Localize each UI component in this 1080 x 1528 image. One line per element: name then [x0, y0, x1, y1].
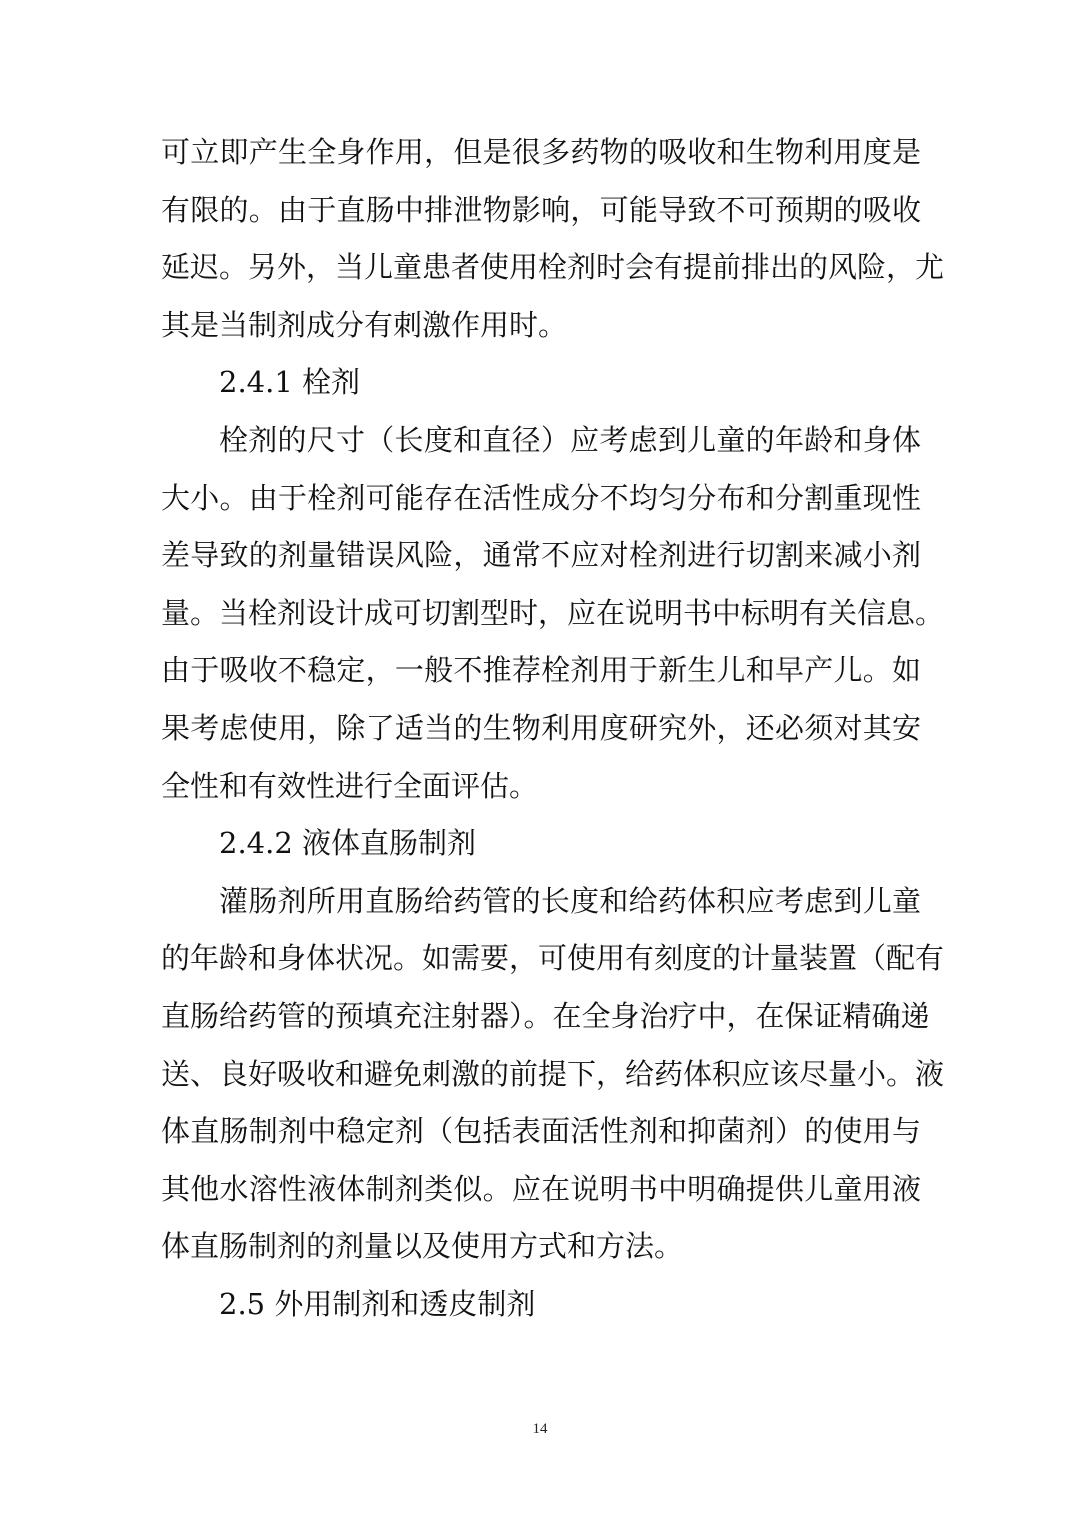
text-line: 全性和有效性进行全面评估。 [161, 768, 539, 803]
text-line: 可立即产生全身作用，但是很多药物的吸收和生物利用度是 [161, 135, 921, 169]
text-line: 果考虑使用，除了适当的生物利用度研究外，还必须对其安 [161, 710, 921, 745]
page-body [161, 124, 945, 1333]
section-heading-2-4-1: 2.4.1 栓剂 [219, 365, 361, 400]
text-line: 量。当栓剂设计成可切割型时，应在说明书中标明有关信息。 [161, 595, 945, 630]
text-line: 送、良好吸收和避免刺激的前提下，给药体积应该尽量小。液 [161, 1056, 945, 1091]
section-heading-2-5: 2.5 外用制剂和透皮制剂 [219, 1286, 536, 1321]
page-number: 14 [532, 1421, 548, 1437]
text-line: 的年龄和身体状况。如需要，可使用有刻度的计量装置（配有 [161, 941, 945, 976]
text-line: 延迟。另外，当儿童患者使用栓剂时会有提前排出的风险，尤 [161, 250, 945, 285]
paragraph-liquid-rectal [161, 873, 945, 1276]
text-line: 其是当制剂成分有刺激作用时。 [161, 307, 568, 342]
text-line: 差导致的剂量错误风险，通常不应对栓剂进行切割来减小剂 [161, 538, 921, 573]
text-line: 灌肠剂所用直肠给药管的长度和给药体积应考虑到儿童 [219, 883, 921, 918]
text-line: 由于吸收不稳定，一般不推荐栓剂用于新生儿和早产儿。如 [161, 653, 921, 688]
section-heading-2-4-2: 2.4.2 液体直肠制剂 [219, 826, 477, 861]
paragraph-continuation [161, 124, 945, 354]
text-line: 直肠给药管的预填充注射器）。在全身治疗中，在保证精确递 [161, 998, 930, 1033]
text-line: 体直肠制剂中稳定剂（包括表面活性剂和抑菌剂）的使用与 [161, 1114, 921, 1149]
text-line: 其他水溶性液体制剂类似。应在说明书中明确提供儿童用液 [161, 1171, 921, 1206]
text-line: 栓剂的尺寸（长度和直径）应考虑到儿童的年龄和身体 [219, 422, 921, 457]
paragraph-suppositories [161, 412, 945, 815]
text-line: 有限的。由于直肠中排泄物影响，可能导致不可预期的吸收 [161, 192, 921, 227]
text-line: 体直肠制剂的剂量以及使用方式和方法。 [161, 1229, 684, 1264]
text-line: 大小。由于栓剂可能存在活性成分不均匀分布和分割重现性 [161, 480, 921, 515]
